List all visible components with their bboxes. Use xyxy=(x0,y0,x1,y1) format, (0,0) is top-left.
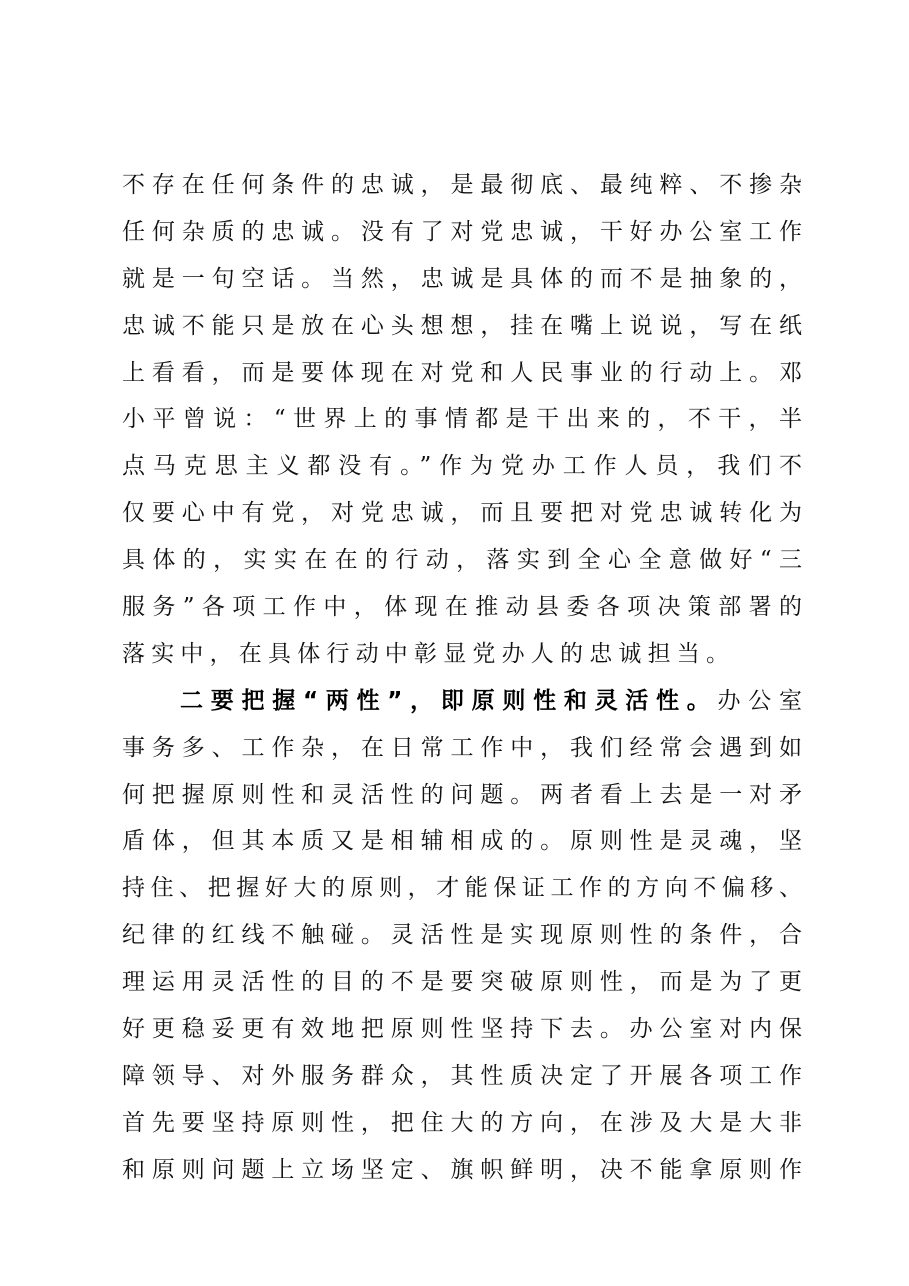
text-run: 办公室 xyxy=(717,687,803,714)
text-line: 小平曾说：“世界上的事情都是干出来的，不干，半 xyxy=(122,406,802,433)
paragraph-loyalty xyxy=(122,162,802,678)
text-line: 点马克思主义都没有。”作为党办工作人员，我们不 xyxy=(122,453,802,480)
text-line: 任何杂质的忠诚。没有了对党忠诚，干好办公室工作 xyxy=(122,218,802,245)
paragraph-first-line xyxy=(122,678,802,725)
text-line: 就是一句空话。当然，忠诚是具体的而不是抽象的， xyxy=(122,265,802,292)
text-line: 具体的，实实在在的行动，落实到全心全意做好“三 xyxy=(122,547,802,574)
text-line: 好更稳妥更有效地把原则性坚持下去。办公室对内保 xyxy=(122,1016,802,1043)
text-line: 落实中，在具体行动中彰显党办人的忠诚担当。 xyxy=(122,640,736,667)
text-line: 持住、把握好大的原则，才能保证工作的方向不偏移、 xyxy=(122,875,802,902)
text-line: 障领导、对外服务群众，其性质决定了开展各项工作 xyxy=(122,1062,802,1089)
paragraph-principle-flexibility xyxy=(122,678,802,1194)
text-line: 服务”各项工作中，体现在推动县委各项决策部署的 xyxy=(122,594,802,621)
text-line: 和原则问题上立场坚定、旗帜鲜明，决不能拿原则作 xyxy=(122,1156,802,1183)
text-line: 理运用灵活性的目的不是要突破原则性，而是为了更 xyxy=(122,969,802,996)
body-text xyxy=(122,162,802,1194)
section-heading: 二要把握“两性”，即原则性和灵活性。 xyxy=(180,687,718,714)
text-line: 忠诚不能只是放在心头想想，挂在嘴上说说，写在纸 xyxy=(122,312,802,339)
text-line: 仅要心中有党，对党忠诚，而且要把对党忠诚转化为 xyxy=(122,500,802,527)
text-line: 何把握原则性和灵活性的问题。两者看上去是一对矛 xyxy=(122,781,802,808)
text-line: 不存在任何条件的忠诚，是最彻底、最纯粹、不掺杂 xyxy=(122,172,802,198)
text-line: 事务多、工作杂，在日常工作中，我们经常会遇到如 xyxy=(122,734,802,761)
text-line: 盾体，但其本质又是相辅相成的。原则性是灵魂，坚 xyxy=(122,828,802,855)
text-line: 上看看，而是要体现在对党和人民事业的行动上。邓 xyxy=(122,359,802,386)
text-line: 首先要坚持原则性，把住大的方向，在涉及大是大非 xyxy=(122,1109,802,1136)
text-line: 纪律的红线不触碰。灵活性是实现原则性的条件，合 xyxy=(122,922,802,949)
